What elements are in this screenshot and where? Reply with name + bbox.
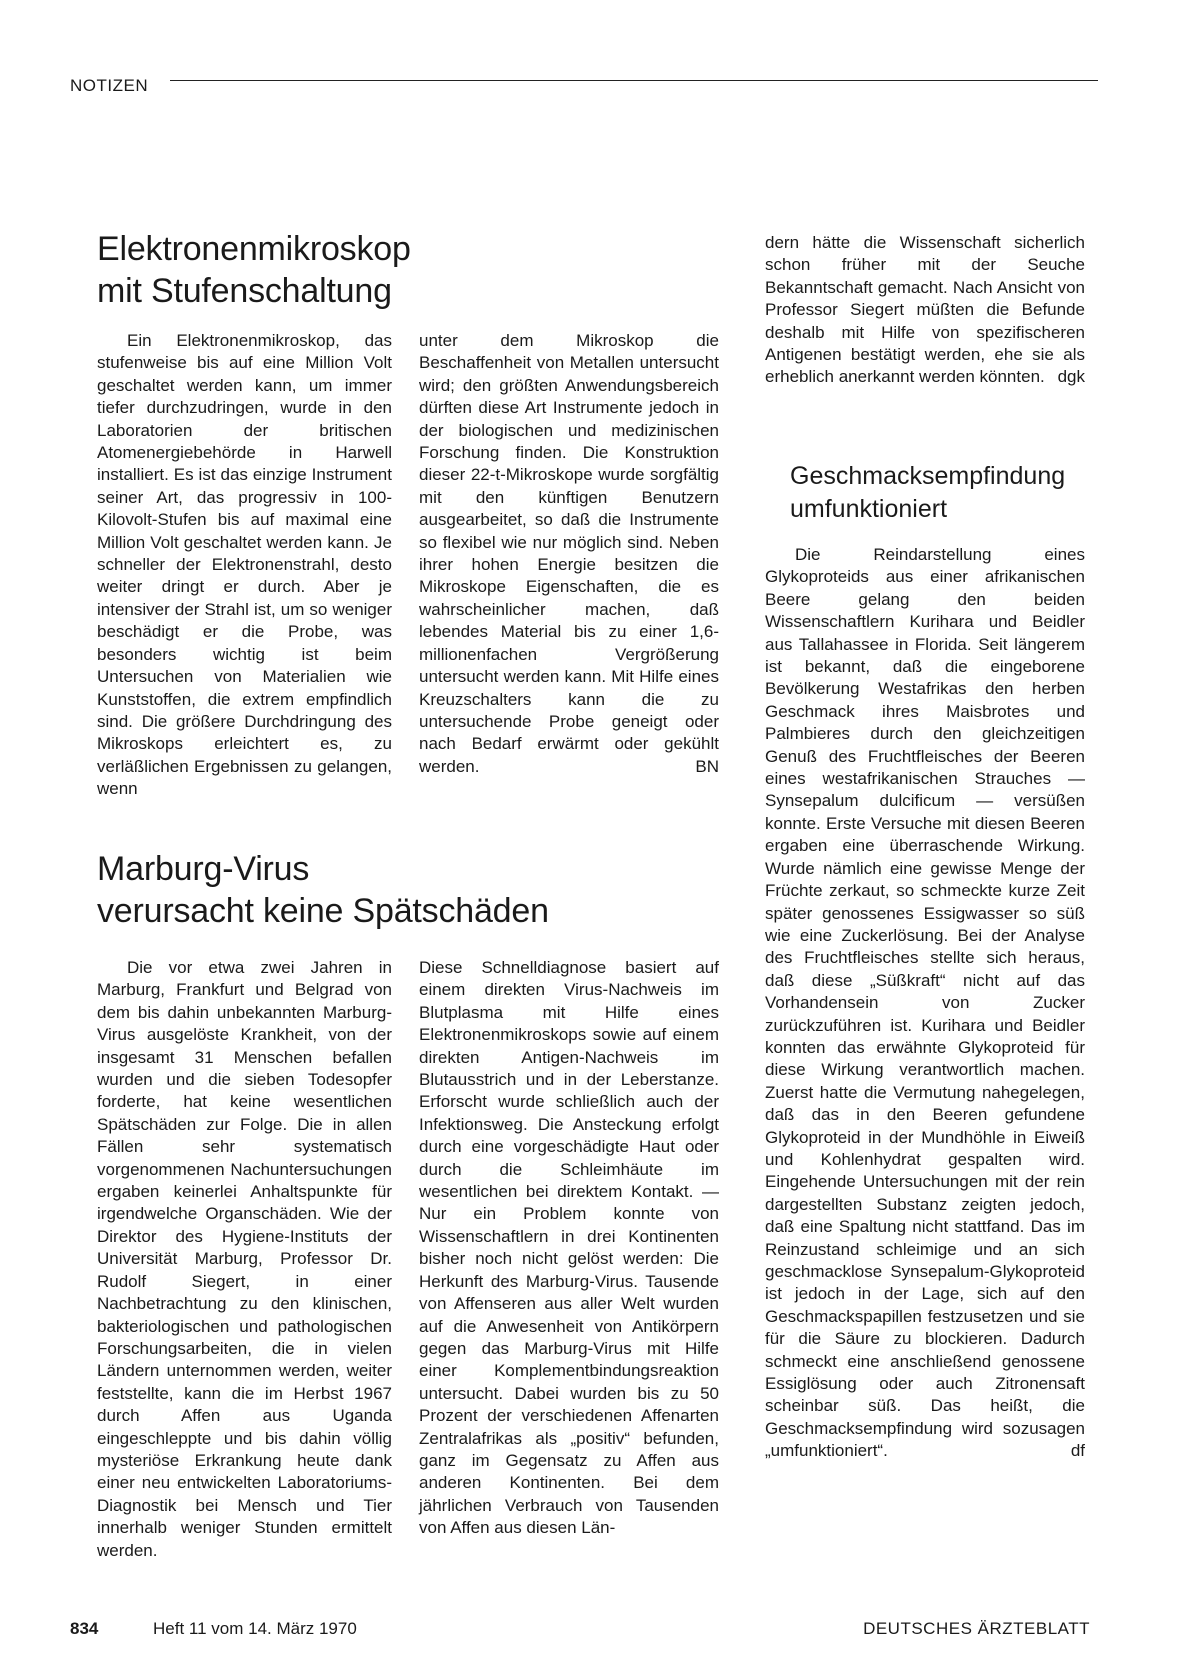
article2-text-col2: Diese Schnelldiagnose basiert auf einem direkten Virus-Nachweis im Blutplasma mit Hilfe eines Elektronenmikroskops sowie auf einem direkten Antigen-Nachweis im Blutausstrich und in der Leberstanze. Erforscht wurde schließlich auch der Infektionsweg. Die Ansteckung erfolgt durch eine vorgeschädigte Haut oder durch die Schleimhäute im wesentlichen bei direktem Kontakt. — Nur ein Problem konnte von Wissenschaftlern in drei Kontinenten bisher noch nicht gelöst werden: Die Herkunft des Marburg-Virus. Tausende von Affenseren aus aller Welt wurden auf die Anwesenheit von Antikörpern gegen das Marburg-Virus mit Hilfe einer Komplementbindungsreaktion untersucht. Dabei wurden bis zu 50 Prozent der verschiedenen Affenarten Zentralafrikas als „positiv“ befunden, ganz im Gegensatz zu Affen aus anderen Kontinenten. Bei dem jährlichen Verbrauch von Tausenden von Affen aus diesen Län- xyxy=(419,958,719,1538)
article2-signature: dgk xyxy=(1057,367,1085,387)
article2-title-line2: verursacht keine Spätschäden xyxy=(97,892,549,930)
article3-signature: df xyxy=(1070,1441,1085,1461)
article1-title-line2: mit Stufenschaltung xyxy=(97,272,392,310)
article2-title xyxy=(97,848,697,932)
article1-text-col1: Ein Elektronenmikroskop, das stufenweise bis auf eine Million Volt geschaltet werden kann, um immer tiefer durchzudringen, wurde in den Laboratorien der britischen Atomenergiebehörde in Harwell installiert. Es ist das einzige Instrument seiner Art, das progressiv in 100-Kilovolt-Stufen bis auf maximal eine Million Volt geschaltet werden kann. Je schneller der Elektronenstrahl, desto weiter dringt er durch. Aber je intensiver der Strahl ist, um so weniger beschädigt er die Probe, was besonders wichtig ist beim Untersuchen von Materialien wie Kunststoffen, die extrem empfindlich sind. Die größere Durchdringung des Mikroskops erleichtert es, zu verläßlichen Ergebnissen zu gelangen, wenn xyxy=(97,331,392,799)
article1-title-line1: Elektronenmikroskop xyxy=(97,230,411,268)
article2-text-col3: dern hätte die Wissenschaft sicherlich schon früher mit der Seuche Bekanntschaft gemacht. Nach Ansicht von Professor Siegert müßten die Befunde deshalb mit Hilfe von spezifischeren Antigenen bestätigt werden, ehe sie als erheblich anerkannt werden könnten. dgk xyxy=(765,232,1085,389)
article1-title xyxy=(97,228,657,312)
header-rule xyxy=(170,80,1098,81)
issue-info: Heft 11 vom 14. März 1970 xyxy=(153,1619,357,1638)
article2-column-1 xyxy=(97,957,392,1562)
article3-text: Die Reindarstellung eines Glykoproteids aus einer afrikanischen Beere gelang den beiden Wissenschaftlern Kurihara und Beidler aus Tallahassee in Florida. Seit längerem ist bekannt, daß die eingeborene Bevölkerung Westafrikas den herben Geschmack ihres Maisbrotes und Palmbieres durch den gleichzeitigen Genuß des Fruchtfleisches der Beeren eines westafrikanischen Strauches — Synsepalum dulcificum — versüßen konnte. Erste Versuche mit diesen Beeren ergaben eine überraschende Wirkung. Wurde nämlich eine gewisse Menge der Früchte zerkaut, so schmeckte kurze Zeit später genossenes Essigwasser so süß wie eine Zuckerlösung. Bei der Analyse des Fruchtfleisches stellte sich heraus, daß diese „Süßkraft“ nicht auf das Vorhandensein von Zucker zurückzuführen ist. Kurihara und Beidler konnten das erwähnte Glykoproteid für diese Wirkung verantwortlich machen. Zuerst hatte die Vermutung nahegelegen, daß das in den Beeren gefundene Glykoproteid in der Mundhöhle in Eiweiß und Kohlenhydrat gespalten wird. Eingehende Untersuchungen mit der rein dargestellten Substanz zeigten jedoch, daß eine Spaltung nicht stattfand. Das im Reinzustand schleimige und an sich geschmacklose Synsepalum-Glykoproteid ist jedoch in der Lage, sich auf den Geschmackspapillen festzusetzen und sie für die Säure zu blockieren. Dadurch schmeckt eine anschließend genossene Essiglösung oder auch Zitronensaft scheinbar süß. Das heißt, die Geschmacksempfindung wird sozusagen „umfunktioniert“. df xyxy=(765,544,1085,1463)
page-number: 834 xyxy=(70,1619,99,1638)
article2-text-col1: Die vor etwa zwei Jahren in Marburg, Frankfurt und Belgrad von dem bis dahin unbekannten Marburg-Virus ausgelöste Krankheit, von der insgesamt 31 Menschen befallen wurden und die sieben Todesopfer forderte, hat keine wesentlichen Spätschäden zur Folge. Die in allen Fällen sehr systematisch vorgenommenen Nachuntersuchungen ergaben keinerlei Anhaltspunkte für irgendwelche Organschäden. Wie der Direktor des Hygiene-Instituts der Universität Marburg, Professor Dr. Rudolf Siegert, in einer Nachbetrachtung zu den klinischen, bakteriologischen und pathologischen Forschungsarbeiten, die in vielen Ländern unternommen werden, weiter feststellte, kann die im Herbst 1967 durch Affen aus Uganda eingeschleppte und bis dahin völlig mysteriöse Erkrankung heute dank einer neu entwickelten Laboratoriums-Diagnostik bei Mensch und Tier innerhalb weniger Stunden ermittelt werden. xyxy=(97,958,392,1560)
article3-title xyxy=(790,460,1090,526)
article2-column-3 xyxy=(765,232,1085,389)
article3-column xyxy=(765,544,1085,1463)
article1-column-1 xyxy=(97,330,392,801)
article1-signature: BN xyxy=(695,756,719,776)
publication-name: DEUTSCHES ÄRZTEBLATT xyxy=(863,1619,1090,1638)
article3-title-line2: umfunktioniert xyxy=(790,495,948,523)
article1-column-2 xyxy=(419,330,719,778)
article3-title-line1: Geschmacksempfindung xyxy=(790,462,1066,490)
section-label: NOTIZEN xyxy=(70,76,149,95)
article1-text-col2: unter dem Mikroskop die Beschaffenheit von Metallen untersucht wird; den größten Anwendungsbereich dürften diese Art Instrumente jedoch in der biologischen und medizinischen Forschung finden. Die Konstruktion dieser 22-t-Mikroskope wurde sorgfältig mit den künftigen Benutzern ausgearbeitet, so daß die Instrumente so flexibel wie nur möglich sind. Neben ihrer hohen Energie besitzen die Mikroskope Eigenschaften, die es wahrscheinlicher machen, daß lebendes Material bis zu einer 1,6-millionenfachen Vergrößerung untersucht werden kann. Mit Hilfe eines Kreuzschalters kann die zu untersuchende Probe geneigt oder nach Bedarf erwärmt oder gekühlt werden. BN xyxy=(419,330,719,778)
article2-title-line1: Marburg-Virus xyxy=(97,850,310,888)
article2-column-2 xyxy=(419,957,719,1540)
